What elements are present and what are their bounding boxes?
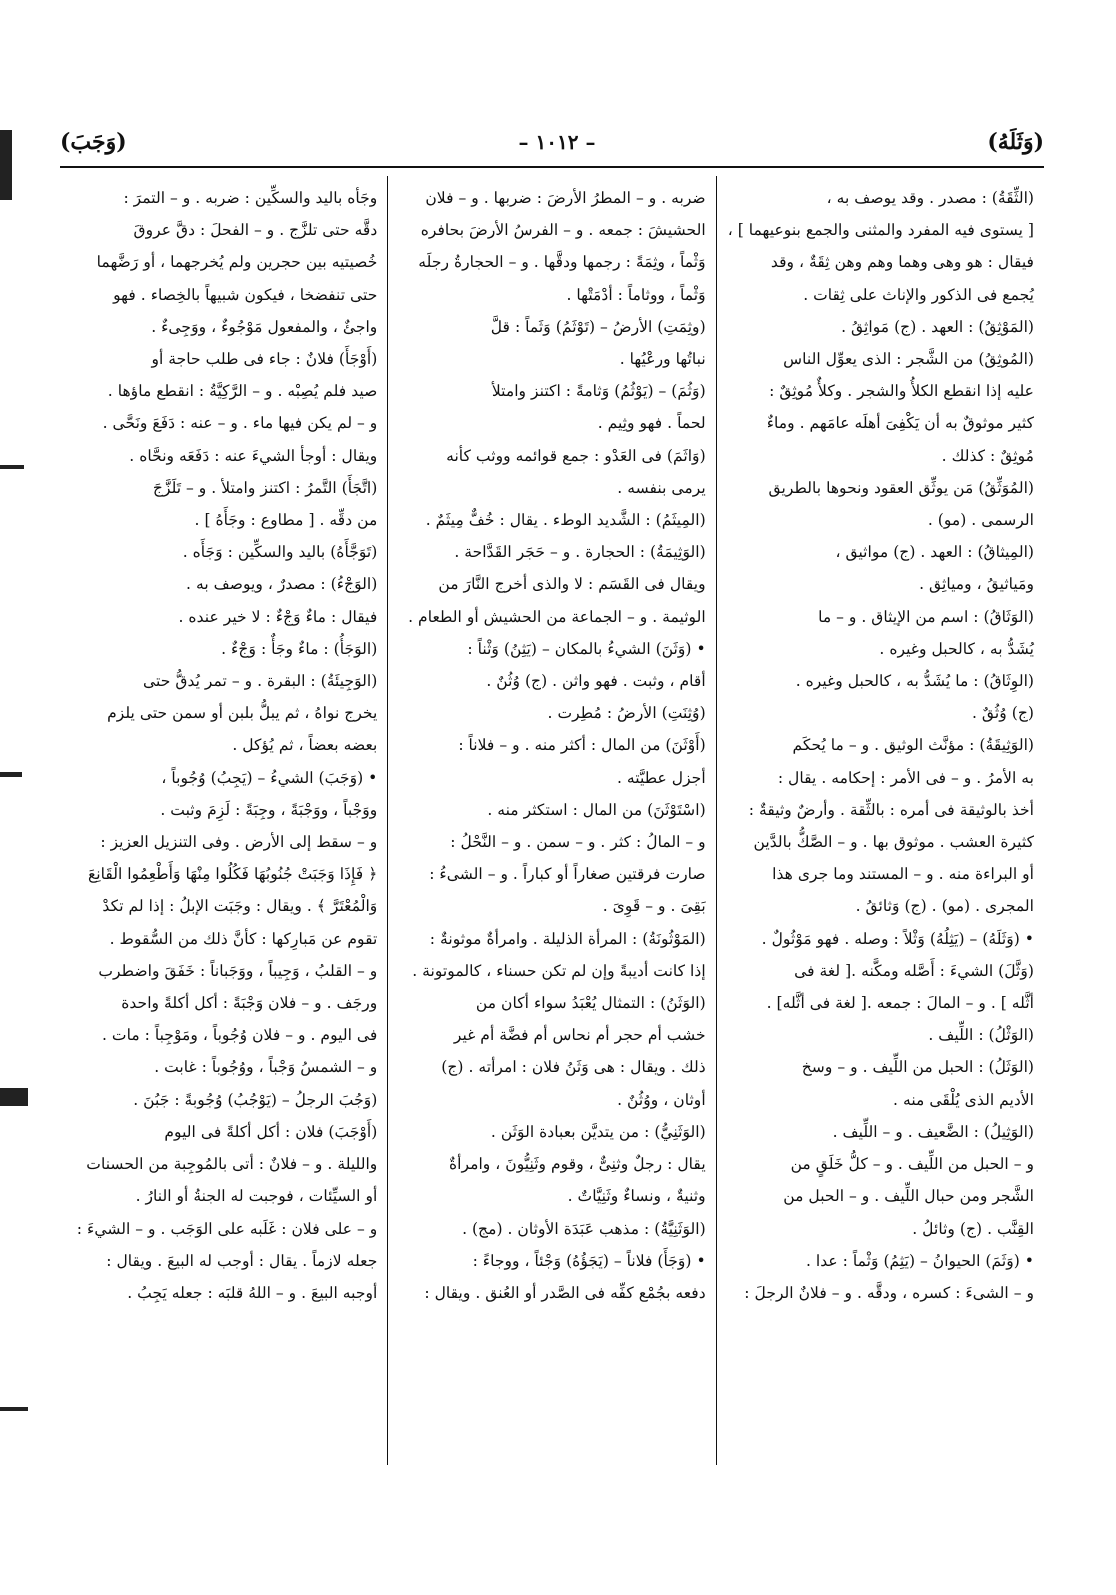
entry-line: (الوَجَأُ) : ماءٌ وجَأٌ : وَجْءٌ . — [221, 639, 378, 658]
entry-line: فيقال : ماءٌ وَجْءٌ : لا خير عنده . — [178, 607, 378, 626]
entry-line: والليلة . و – فلانٌ : أتى بالمُوجِبة من الحسنات — [86, 1155, 378, 1174]
entry-line: إذا كانت أديبةً وإن لم تكن حسناء ، كالموتونة . — [412, 961, 706, 980]
entry-line: (أَوْجَبَ) فلان : أكل أكلةً فى اليوم — [164, 1122, 378, 1141]
entry-line: • (وَثَمَ) الحيوانُ – (يَثِمُ) وَثْماً : عدا . — [805, 1251, 1034, 1270]
entry-line: (اسْتَوْثَنَ) من المال : استكثر منه . — [487, 800, 706, 819]
page-number: – ١٠١٢ – — [518, 130, 596, 154]
entry-line: (ج) وُثُقٌ . — [972, 704, 1034, 723]
entry-line: (وَجُبَ الرجلُ – (يَوْجُبُ) وُجُوبةً : جَبُنَ . — [133, 1090, 378, 1109]
column-left — [60, 176, 388, 1465]
entry-line: جعله لازماً . يقال : أوجب له البيعَ . ويقال : — [106, 1251, 378, 1270]
header-rule — [60, 166, 1044, 168]
entry-line: الرسمى . (مو) . — [927, 511, 1034, 530]
entry-line: ووَجْباً ، ووَجْبَةً ، وجِبَةً : لَزِمَ وثبت . — [160, 800, 378, 819]
entry-line: (الوَثْلُ) : اللِّيف . — [928, 1026, 1034, 1045]
entry-line: (الوَجِيئَةُ) : البقرة . و – تمر يُدقُّ حتى — [143, 672, 378, 691]
entry-line: المجرى . (مو) . (ج) وَثائقُ . — [855, 897, 1034, 916]
entry-line: يُجمع فى الذكور والإناث على ثِقات . — [803, 285, 1034, 304]
entry-line: يقال : رجلٌ وثنِىٌّ ، وقوم وثَنِيُّونَ ، وامرأةٌ — [449, 1155, 706, 1174]
entry-line: (الوَثَنُ) : التمثال يُعْبَدُ سواء أكان من — [475, 994, 706, 1013]
entry-line: (المَوْثِقُ) : العهد . (ج) مَواثِقُ . — [841, 317, 1034, 336]
entry-line: • (وَجَأَ) فلاناً – (يَجَؤُهُ) وَجْئاً ، ووجاءً : — [472, 1251, 706, 1270]
entry-line: و – الشىءَ : كسره ، ودقَّه . و – فلانٌ الرجلَ : — [744, 1283, 1034, 1302]
page-header — [60, 122, 1044, 162]
scan-edge-mark — [0, 1407, 28, 1411]
entry-line: (وَثُمَ) – (يَوْثُمُ) وَثامةً : اكتنز وامتلأ — [491, 382, 706, 401]
entry-line: (الوَثَنِيَّةُ) : مذهب عَبَدَة الأوثان . (مج) . — [462, 1219, 706, 1238]
entry-line: ﴿ فَإِذَا وَجَبَتْ جُنُوبُهَا فَكُلُوا مِنْهَا وَأَطْعِمُوا الْقَانِعَ — [87, 865, 378, 884]
entry-line: (اتَّجَأَ) التَّمرُ : اكتنز وامتلأ . و – تَلَزَّجَ — [152, 478, 378, 497]
scan-edge-mark — [0, 465, 24, 469]
entry-line: أوجبه البيعَ . و – اللهُ قلبَه : جعله يَجِبُ . — [127, 1283, 378, 1302]
scan-edge-mark — [0, 772, 22, 777]
entry-line: أو البراءة منه . و – المستند وما جرى هذا — [772, 865, 1034, 884]
entry-line: أخذ بالوثيقة فى أمره : بالثِّقة . وأرضٌ وثيقةٌ : — [748, 800, 1034, 819]
entry-line: ضربه . و – المطرُ الأرضَ : ضربها . و – فلان — [425, 189, 706, 207]
entry-line: (المُوثِقُ) من الشَّجر : الذى يعوِّل الناس — [783, 350, 1034, 369]
entry-line: ذلك . ويقال : هى وَثَنُ فلان : امرأته . (ج) — [441, 1058, 706, 1077]
dictionary-columns — [60, 176, 1044, 1465]
entry-line: و – الحبل من اللِّيف . و – كلُّ خَلَقٍ من — [790, 1155, 1034, 1174]
entry-line: (الوَثِيمَةُ) : الحجارة . و – حَجَر القَدَّاحة . — [454, 543, 706, 562]
scan-edge-mark — [0, 1088, 28, 1106]
entry-line: حتى تنفضخا ، فيكون شبيهاً بالخِصاء . فهو — [113, 285, 378, 304]
entry-line: واجئٌ ، والمفعول مَوْجُوءٌ ، ووَجِىءٌ . — [151, 317, 378, 336]
entry-line: يرمى بنفسه . — [617, 478, 706, 497]
entry-line: صارت فرقتين صغاراً أو كباراً . و – الشىءُ : — [429, 865, 706, 884]
entry-line: الحشيشَ : جمعه . و – الفرسُ الأرضَ بحافره — [420, 221, 706, 240]
entry-line: لحماً . فهو وثِيم . — [597, 414, 706, 433]
entry-line: و – على فلان : غَلَبه على الوَجَب . و – الشيءَ : — [76, 1219, 378, 1238]
entry-line: عليه إذا انقطع الكلأُ والشجر . وكلأٌ مُوثِقٌ : — [769, 382, 1034, 401]
entry-line: تقوم عن مَبارِكها : كأنَّ ذلك من السُّقوط . — [109, 929, 378, 948]
entry-line: أثَّله ] . و – المالَ : جمعه .[ لغة فى أثَّله] . — [766, 994, 1034, 1013]
entry-line: وثنيةٌ ، ونساءٌ وثَنِيَّاتٌ . — [567, 1187, 706, 1206]
entry-line: • (وَجَبَ) الشيءُ – (يَجِبُ) وُجُوباً ، — [161, 768, 378, 787]
column-right — [717, 176, 1044, 1465]
entry-line: (المَوْثُونَةُ) : المرأة الذليلة . وامرأةٌ موثونةٌ : — [429, 929, 706, 948]
entry-line: (الوَثَنِيُّ) : من يتديَّن بعبادة الوَثَن . — [490, 1122, 706, 1141]
scan-edge-mark — [0, 130, 12, 200]
entry-line: فيقال : هو وهى وهما وهم وهن ثِقَةٌ ، وقد — [770, 253, 1034, 272]
entry-line: ويقال فى القَسَم : لا والذى أخرج النَّارَ من — [438, 575, 706, 594]
entry-line: القِنَّب . (ج) وثائلُ . — [912, 1219, 1034, 1238]
entry-line: و – القلبُ ، وَجِيباً ، ووَجَباناً : خَفَقَ واضطرب — [98, 961, 378, 980]
entry-line: و – لم يكن فيها ماء . و – عنه : دَفَعَ ونَحَّى . — [102, 414, 378, 433]
entry-line: أجزل عطيَّته . — [617, 768, 706, 787]
entry-line: (وثِمَتِ) الأرضُ – (تَوْثَمُ) وَثَماً : قلَّ — [490, 317, 706, 336]
entry-line: وَثْماً ، ووثاماً : أدْمَتْها . — [566, 285, 706, 304]
entry-line: (المُوَثِّقُ) مَن يوثِّق العقود ونحوها بالطريق — [768, 478, 1034, 497]
entry-line: و – الشمسُ وَجْباً ، ووُجُوباً : غابت . — [154, 1058, 378, 1077]
entry-line: من دقِّه . [ مطاوع : وجَأَهُ ] . — [194, 511, 378, 530]
entry-line: نباتُها ورعْيُها . — [619, 350, 706, 369]
entry-line: (الوَثَاقُ) : اسم من الإيثاق . و – ما — [818, 607, 1034, 626]
entry-line: صيد فلم يُصِبْه . و – الرَّكِيَّةُ : انقطع ماؤها . — [107, 382, 378, 401]
entry-line: ومَياثيقُ ، ومياثِق . — [919, 575, 1034, 594]
entry-line: كثير موثوقٌ به أن يَكْفِىَ أهلَه عامَهم . وماءٌ — [766, 414, 1034, 433]
entry-line: فى اليوم . و – فلان وُجُوباً ، ومَوْجِباً : مات . — [101, 1026, 378, 1045]
entry-line: (الوَجْءُ) : مصدرٌ ، ويوصف به . — [186, 575, 378, 594]
entry-line: أو السيِّئات ، فوجبت له الجنةُ أو النارُ . — [135, 1187, 378, 1206]
entry-line: • (وَثَلَهُ) – (يَثِلُهُ) وَثْلاً : وصله . فهو مَوْثُولٌ . — [761, 929, 1034, 948]
entry-line: أوثان ، ووُثُنٌ . — [617, 1090, 706, 1109]
entry-line: يخرج نواهُ ، ثم يبلُّ بلبن أو سمن حتى يلزم — [107, 704, 378, 723]
entry-line: كثيرة العشب . موثوق بها . و – الصَّكُّ بالدَّين — [753, 833, 1034, 852]
column-middle — [388, 176, 716, 1465]
entry-line: (الوَثِيقَةُ) : مؤنَّث الوثيق . و – ما يُحكَم — [792, 736, 1034, 755]
entry-line: ورجَف . و – فلان وَجْبَةً : أكل أكلةً واحدة — [121, 994, 378, 1013]
entry-line: دقَّه حتى تلزَّج . و – الفحلَ : دقَّ عروقَ — [133, 221, 378, 240]
entry-line: مُوثِقٌ : كذلك . — [941, 446, 1034, 465]
entry-line: و – سقط إلى الأرض . وفى التنزيل العزيز : — [100, 833, 378, 852]
entry-line: (أَوْثَنَ) من المال : أكثر منه . و – فلاناً : — [458, 736, 706, 755]
entry-line: [ يستوى فيه المفرد والمثنى والجمع بنوعيهما ] ، — [727, 221, 1034, 240]
entry-line: وجَأه باليد والسكِّين : ضربه . و – التمرَ : — [123, 189, 378, 207]
entry-line: (الوَثَلُ) : الحبل من اللِّيف . و – وسخ — [801, 1058, 1034, 1077]
entry-line: • (وَثَنَ) الشيءُ بالمكان – (يَثِنُ) وَثْناً : — [467, 639, 706, 658]
entry-line: الشَّجر ومن حبال اللِّيف . و – الحبل من — [783, 1187, 1034, 1206]
entry-line: و – المالُ : كثر . و – سمن . و – النَّحْلُ : — [450, 833, 706, 852]
entry-line: دفعه بجُمْع كفِّه فى الصَّدر أو العُنق . ويقال : — [424, 1283, 706, 1302]
entry-line: (الوَثِيلُ) : الضَّعيف . و – اللِّيف . — [832, 1122, 1034, 1141]
entry-line: خُصيتيه بين حجرين ولم يُخرجهما ، أو رَضَّهما — [96, 253, 378, 272]
entry-line: الوثيمة . و – الجماعة من الحشيش أو الطعام . — [408, 607, 706, 626]
entry-line: (الثِّقَةُ) : مصدر . وقد يوصف به ، — [826, 189, 1034, 207]
entry-line: (تَوَجَّأَهُ) باليد والسكِّين : وَجَأَه . — [182, 543, 378, 562]
entry-line: بَقِىَ . و – قَوِىَ . — [602, 897, 706, 916]
entry-line: أقام ، وثبت . فهو واثن . (ج) وُثُنٌ . — [486, 672, 706, 691]
entry-line: (الوِثَاقُ) : ما يُشَدُّ به ، كالحبل وغيره . — [795, 672, 1034, 691]
entry-line: خشب أم حجر أم نحاس أم فضَّة أم غير — [453, 1026, 706, 1045]
header-first-entry: (وَثَلَهُ) — [987, 129, 1044, 155]
entry-line: الأديم الذى يُلْقَى منه . — [893, 1090, 1034, 1109]
entry-line: (أَوْجَأَ) فلانٌ : جاء فى طلب حاجة أو — [151, 350, 378, 369]
entry-line: (المِيثَمُ) : الشَّديد الوطء . يقال : خُفٌّ مِيثَمٌ . — [425, 511, 706, 530]
entry-line: به الأمرُ . و – فى الأمر : إحكامه . يقال : — [777, 768, 1034, 787]
entry-line: (وُثِنَتِ) الأرضُ : مُطِرت . — [547, 704, 706, 723]
header-last-entry: (وَجَبَ) — [60, 129, 127, 155]
entry-line: (وَاثَمَ) فى العَدْو : جمع قوائمه ووثب كأنه — [446, 446, 706, 465]
entry-line: ويقال : أوجأ الشيءَ عنه : دَفَعَه ونحَّاه . — [129, 446, 378, 465]
entry-line: يُشَدُّ به ، كالحبل وغيره . — [879, 639, 1034, 658]
entry-line: بعضه بعضاً ، ثم يُؤكل . — [232, 736, 378, 755]
entry-line: (وَثَّلَ) الشيءَ : أَصَّله ومكَّنه .[ لغة فى — [794, 961, 1034, 980]
entry-line: (المِيثاقُ) : العهد . (ج) مواثيق ، — [835, 543, 1034, 562]
entry-line: وَالْمُعْتَرَّ ﴾ . ويقال : وجَبَت الإبلُ : إذا لم تكدْ — [102, 897, 378, 916]
entry-line: وَثْماً ، وثِمَةً : رجمها ودقَّها . و – الحجارةُ رجلَه — [418, 253, 706, 272]
